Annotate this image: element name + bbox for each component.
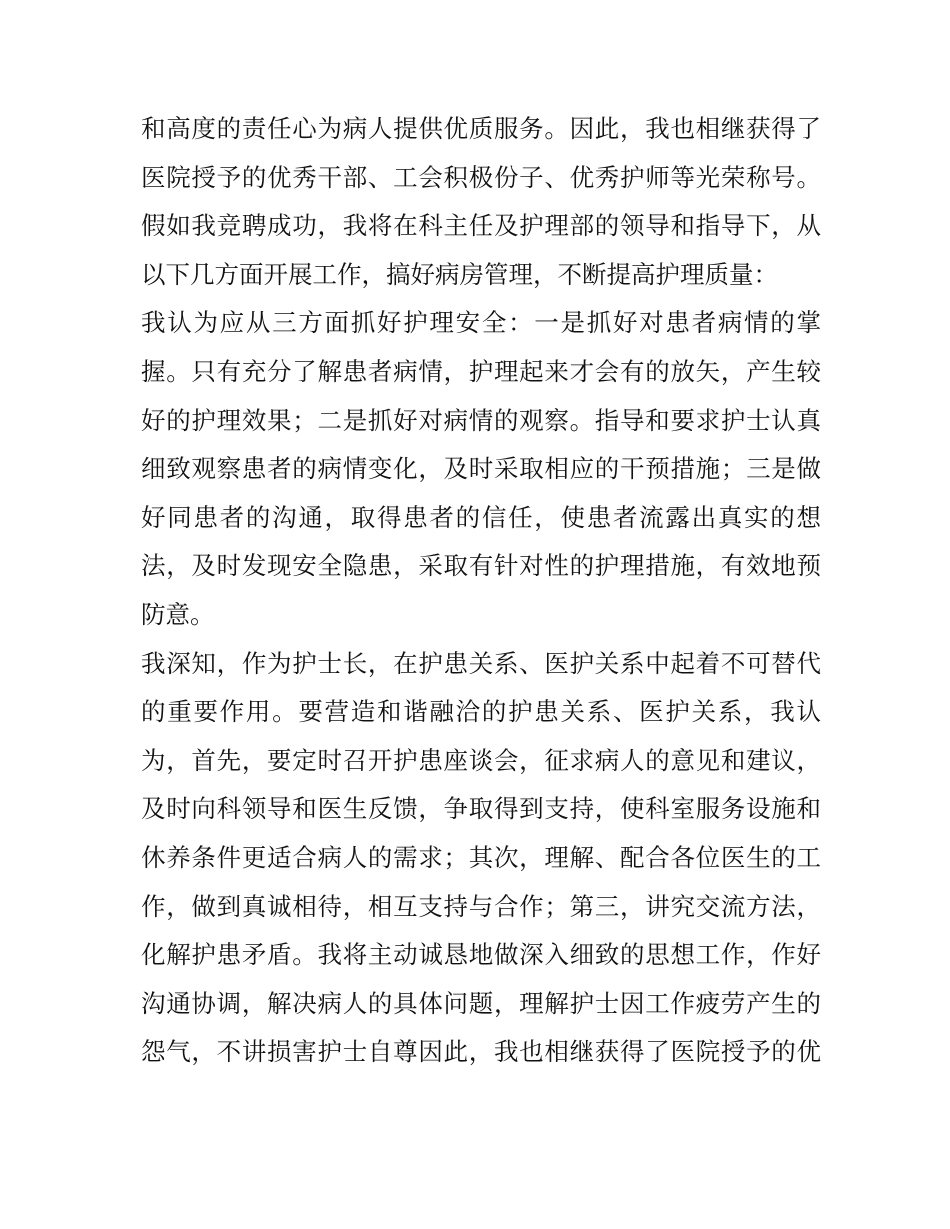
text-line: 法，及时发现安全隐患，采取有针对性的护理措施，有效地预 bbox=[141, 551, 821, 581]
text-line: 我认为应从三方面抓好护理安全：一是抓好对患者病情的掌 bbox=[141, 308, 821, 338]
text-line: 沟通协调，解决病人的具体问题，理解护士因工作疲劳产生的 bbox=[141, 988, 821, 1018]
text-line: 医院授予的优秀干部、工会积极份子、优秀护师等光荣称号。 bbox=[141, 162, 821, 192]
text-line: 为，首先，要定时召开护患座谈会，征求病人的意见和建议， bbox=[141, 745, 821, 775]
body-text bbox=[141, 105, 821, 1077]
text-line: 休养条件更适合病人的需求；其次，理解、配合各位医生的工 bbox=[141, 842, 821, 872]
text-line: 防意。 bbox=[141, 599, 215, 629]
text-line: 好的护理效果；二是抓好对病情的观察。指导和要求护士认真 bbox=[141, 405, 821, 435]
text-line: 握。只有充分了解患者病情，护理起来才会有的放矢，产生较 bbox=[141, 356, 821, 386]
text-line: 我深知，作为护士长，在护患关系、医护关系中起着不可替代 bbox=[141, 648, 821, 678]
text-line: 假如我竞聘成功，我将在科主任及护理部的领导和指导下，从 bbox=[141, 211, 821, 241]
text-line: 的重要作用。要营造和谐融洽的护患关系、医护关系，我认 bbox=[141, 697, 821, 727]
text-line: 和高度的责任心为病人提供优质服务。因此，我也相继获得了 bbox=[141, 114, 821, 143]
text-line: 好同患者的沟通，取得患者的信任，使患者流露出真实的想 bbox=[141, 502, 821, 532]
text-line: 怨气，不讲损害护士自尊因此，我也相继获得了医院授予的优 bbox=[141, 1037, 821, 1067]
text-line: 作，做到真诚相待，相互支持与合作；第三，讲究交流方法， bbox=[141, 891, 821, 921]
text-line: 及时向科领导和医生反馈，争取得到支持，使科室服务设施和 bbox=[141, 794, 821, 824]
text-line: 细致观察患者的病情变化，及时采取相应的干预措施；三是做 bbox=[141, 454, 821, 484]
text-line: 化解护患矛盾。我将主动诚恳地做深入细致的思想工作，作好 bbox=[141, 940, 821, 970]
text-line: 以下几方面开展工作，搞好病房管理，不断提高护理质量： bbox=[141, 259, 778, 289]
